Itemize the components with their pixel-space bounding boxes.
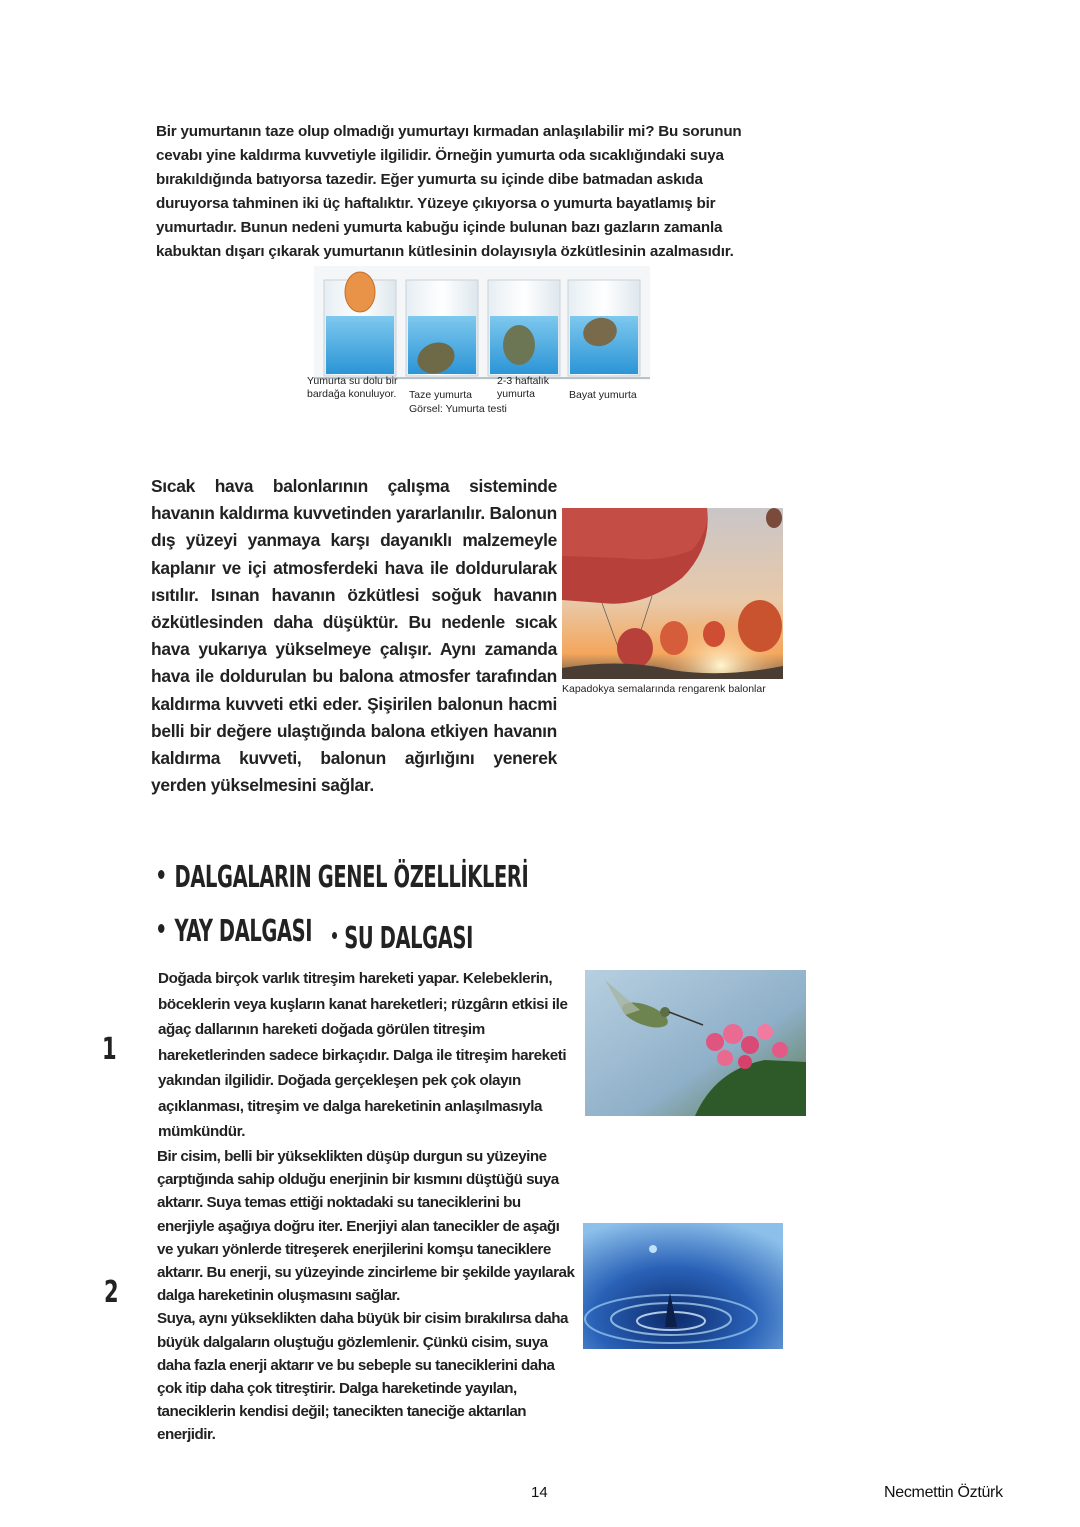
bullet-icon — [332, 932, 337, 939]
page-number: 14 — [531, 1484, 548, 1501]
egg-test-illustration — [314, 266, 650, 380]
vibration-paragraph: Doğada birçok varlık titreşim hareketi yapar. Kelebeklerin, böceklerin veya kuşların kanat hareketleri; rüzgârın etkisi ile ağaç dallarının hareketi doğada görülen titreşim hareketlerinden sadece birkaçıdır. Dalga ile titreşim hareketi yakından ilgilidir. Doğada gerçekleşen pek çok olayın açıklanması, titreşim ve dalga hareketinin anlaşılmasıyla mümkündür. — [158, 970, 568, 1140]
egg-test-figure — [314, 266, 650, 380]
hummingbird-photo — [585, 970, 806, 1116]
side-number-2: 2 — [104, 1275, 119, 1310]
balloon-paragraph: Sıcak hava balonlarının çalışma sisteminde havanın kaldırma kuvvetinden yararlanılır. Balonun dış yüzeyi yanmaya karşı dayanıklı malzemeyle kaplanır ve içi atmosferdeki hava ile doldurularak ısıtılır. Isınan havanın özkütlesi soğuk havanın özkütlesinden daha düşüktür. Bu nedenle sıcak hava yukarıya yükselmeye çalışır. Aynı zamanda hava ile doldurulan bu balona atmosfer tarafından kaldırma kuvveti etki eder. Şişirilen balonun hacmi belli bir değere ulaştığında balona etkiyen havanın kaldırma kuvveti, balonun ağırlığını yenerek yerden yükselmesini sağlar. — [151, 476, 557, 796]
egg-figure-caption: Görsel: Yumurta testi — [409, 403, 507, 415]
hot-air-balloons-illustration — [562, 508, 783, 679]
egg-label-1: Yumurta su dolu bir bardağa konuluyor. — [307, 375, 398, 400]
bullet-icon — [158, 870, 164, 879]
egg-label-2: Taze yumurta — [409, 389, 473, 401]
side-number-1: 1 — [102, 1032, 117, 1067]
egg-label-3: 2-3 haftalık yumurta — [497, 375, 549, 400]
water-wave-paragraph-b: Suya, aynı yükseklikten daha büyük bir cisim bırakılırsa daha büyük dalgaların oluştuğu gözlemlenir. Çünkü cisim, suya daha fazla enerji aktarır ve bu sebeple su taneciklerini daha çok itip daha çok titreştirir. Dalga hareketinde yayılan, taneciklerin kendisi değil; tanecikten taneciğe aktarılan enerjidir. — [157, 1310, 568, 1444]
water-wave-text — [157, 1145, 575, 1447]
egg-label-4: Bayat yumurta — [569, 389, 637, 401]
egg-paragraph: Bir yumurtanın taze olup olmadığı yumurtayı kırmadan anlaşılabilir mi? Bu sorunun cevabı yine kaldırma kuvvetiyle ilgilidir. Örneğin yumurta oda sıcaklığındaki suya bırakıldığında batıyorsa tazedir. Eğer yumurta su içinde dibe batmadan askıda duruyorsa tahminen iki üç haftalıktır. Yüzeye çıkıyorsa o yumurta bayatlamış bir yumurtadır. Bunun nedeni yumurta kabuğu içinde bulunan bazı gazların zamanla kabuktan dışarı çıkarak yumurtanın kütlesinin dolayısıyla özkütlesinin azalmasıdır. — [156, 123, 742, 260]
hummingbird-illustration — [585, 970, 806, 1116]
water-drop-illustration — [583, 1223, 783, 1349]
heading-spring-wave: YAY DALGASI — [158, 914, 312, 949]
bullet-icon — [158, 924, 164, 933]
heading-water-wave: SU DALGASI — [332, 921, 473, 956]
author-name: Necmettin Öztürk — [884, 1484, 1003, 1501]
water-wave-paragraph-a: Bir cisim, belli bir yükseklikten düşüp durgun su yüzeyine çarptığında sahip olduğu enerjinin bir kısmını düştüğü suya aktarır. Suya temas ettiği noktadaki su taneciklerini bu enerjiyle aşağıya doğru iter. Enerjiyi alan tanecikler de aşağı ve yukarı yönlerde titreşerek enerjilerini komşu taneciklere aktarır. Bu enerji, su yüzeyinde zincirleme bir şekilde yayılarak dalga hareketinin oluşmasını sağlar. — [157, 1148, 575, 1305]
balloon-caption: Kapadokya semalarında rengarenk balonlar — [562, 683, 766, 695]
heading-wave-properties: DALGALARIN GENEL ÖZELLİKLERİ — [158, 860, 528, 895]
balloon-photo — [562, 508, 783, 679]
water-drop-photo — [583, 1223, 783, 1349]
